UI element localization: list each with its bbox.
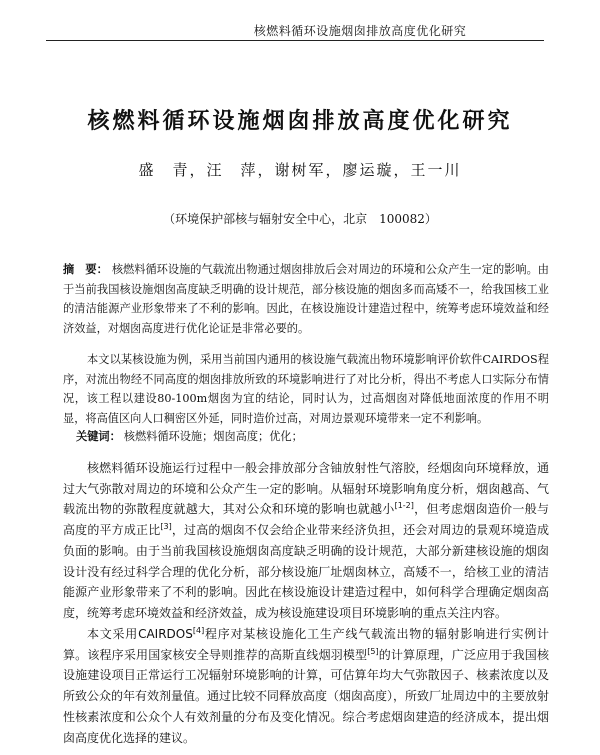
header-rule <box>46 40 544 41</box>
body-paragraph-2 <box>63 624 549 748</box>
paper-title: 核燃料循环设施烟囱排放高度优化研究 <box>87 108 513 134</box>
body-paragraph-1 <box>63 458 549 624</box>
body-p1-text-b: ，但考虑烟囱造价一般与高度的平方成正比 <box>63 502 549 538</box>
body-p1-text-a: 核燃料循环设施运行过程中一般会排放部分含铀放射性气溶胶，经烟囱向环境释放，通过大气弥散对周边的环境和公众产生一定的影响。从辐射环境影响角度分析，烟囱越高、气载流出物的弥散程度就越大，其对公众和环境的影响也就越小 <box>63 461 549 517</box>
authors: 盛 青，汪 萍，谢树军，廖运璇，王一川 <box>138 161 462 179</box>
abstract-paragraph-2: 本文以某核设施为例，采用当前国内通用的核设施气载流出物环境影响评价软件CAIRDOS程序，对流出物经不同高度的烟囱排放所致的环境影响进行了对比分析，得出不考虑人口实际分布情况，该工程以建设80-100m烟囱为宜的结论，同时认为，过高烟囱对降低地面浓度的作用不明显，将高值区向人口稠密区外延，同时造价过高，对周边景观环境带来一定不利影响。 <box>63 353 549 425</box>
keywords-label: 关键词： <box>76 429 121 443</box>
body-p2-text-b: 程序对某核设施化工生产线气载流出物的辐射影响进行实例计算。该程序采用国家核安全导则推荐的高斯直线烟羽模型 <box>63 627 549 662</box>
affiliation: （环境保护部核与辐射安全中心，北京 100082） <box>163 212 437 226</box>
abstract-paragraph-1 <box>63 260 549 338</box>
abstract-text-1: 核燃料循环设施的气载流出物通过烟囱排放后会对周边的环境和公众产生一定的影响。由于当前我国核设施烟囱高度缺乏明确的设计规范，部分核设施的烟囱多而高矮不一，给我国核工业的清洁能源产业形象带来了不利的影响。因此，在核设施设计建造过程中，统筹考虑环境效益和经济效益，对烟囱高度进行优化论证是非常必要的。 <box>63 263 549 335</box>
keywords <box>76 428 546 444</box>
citation-4: [4] <box>192 626 205 635</box>
body-p2-text-c: 的计算原理，广泛应用于我国核设施建设项目正常运行工况辐射环境影响的计算，可估算年均大气弥散因子、核素浓度以及所致公众的年有效剂量值。通过比较不同释放高度（烟囱高度），所致厂址周边中的主要放射性核素浓度和公众个人有效剂量的分布及变化情况。综合考虑烟囱建造的经济成本，提出烟囱高度优化选择的建议。 <box>63 647 550 745</box>
citation-1-2: [1-2] <box>394 501 414 511</box>
body-p1-text-c: ，过高的烟囱不仅会给企业带来经济负担，还会对周边的景观环境造成负面的影响。由于当前我国核设施烟囱高度缺乏明确的设计规范，大部分新建核设施的烟囱设计没有经过科学合理的优化分析，部分核设施厂址烟囱林立，高矮不一，给核工业的清洁能源产业形象带来了不利的影响。因此在核设施设计建造过程中，如何科学合理确定烟囱高度，统筹考虑环境效益和经济效益，成为核设施建设项目环境影响的重点关注内容。 <box>63 523 549 620</box>
citation-3: [3] <box>160 522 172 532</box>
abstract-label: 摘 要： <box>63 262 108 276</box>
running-header: 核燃料循环设施烟囱排放高度优化研究 <box>253 24 467 38</box>
keywords-text: 核燃料循环设施；烟囱高度；优化； <box>123 430 303 443</box>
citation-5: [5] <box>367 646 379 656</box>
body-p2-text-a: 本文采用CAIRDOS <box>87 627 193 641</box>
